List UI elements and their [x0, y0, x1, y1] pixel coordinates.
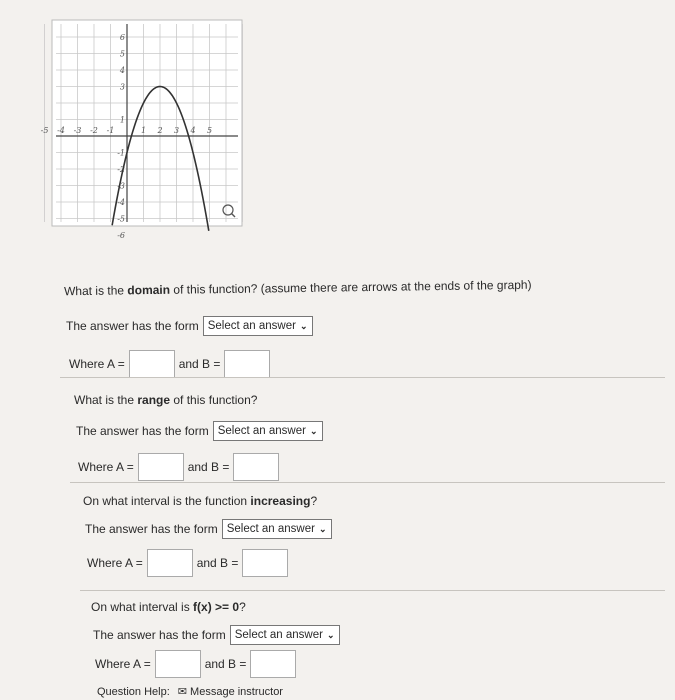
form-label: The answer has the form: [93, 628, 226, 642]
where-a-label: Where A =: [78, 460, 134, 474]
form-label: The answer has the form: [76, 424, 209, 438]
increasing-ab-row: [87, 549, 288, 577]
nonnegative-form-select[interactable]: [230, 625, 340, 645]
question-keyword: increasing: [250, 494, 311, 508]
x-tick-label: 2: [157, 126, 163, 135]
question-text-end: of this function?: [170, 393, 258, 407]
x-tick-label: 5: [206, 126, 213, 135]
x-tick-label: -5: [40, 126, 49, 135]
domain-form-select[interactable]: [203, 316, 313, 336]
divider: [70, 482, 665, 483]
y-tick-label: -1: [117, 148, 125, 158]
y-tick-label: -3: [117, 181, 125, 191]
question-text: What is the: [74, 393, 138, 407]
question-help-label: Question Help:: [97, 685, 170, 698]
message-instructor-label: Message instructor: [190, 686, 283, 698]
question-text: On what interval is: [91, 600, 194, 614]
x-tick-label: -4: [57, 126, 65, 135]
chevron-down-icon: ⌄: [326, 629, 335, 640]
and-b-label: and B =: [178, 357, 221, 371]
and-b-label: and B =: [196, 556, 239, 570]
y-tick-label: 3: [119, 82, 125, 92]
range-a-input[interactable]: [138, 453, 184, 481]
x-tick-label: 4: [190, 126, 196, 135]
nonnegative-form-row: [93, 625, 340, 645]
range-form-select[interactable]: [213, 421, 323, 441]
message-instructor-link[interactable]: [178, 685, 283, 698]
function-graph: [40, 20, 242, 240]
question-help: [97, 685, 283, 698]
range-ab-row: [78, 453, 279, 481]
y-tick-label: 6: [119, 33, 125, 42]
chevron-down-icon: ⌄: [318, 523, 327, 534]
increasing-form-row: [85, 519, 332, 539]
chevron-down-icon: ⌄: [299, 320, 308, 331]
and-b-label: and B =: [187, 460, 230, 474]
where-a-label: Where A =: [87, 556, 143, 570]
increasing-question: [83, 494, 317, 508]
form-label: The answer has the form: [66, 319, 199, 333]
y-tick-label: 4: [119, 66, 125, 75]
range-question: [74, 393, 257, 407]
x-tick-label: -2: [90, 126, 98, 135]
question-text: What is the: [63, 283, 128, 299]
domain-b-input[interactable]: [224, 350, 270, 378]
y-tick-label: -5: [117, 214, 125, 224]
domain-a-input[interactable]: [129, 350, 175, 378]
form-label: The answer has the form: [85, 522, 218, 536]
x-tick-label: 3: [173, 126, 180, 135]
x-tick-label: -1: [106, 126, 115, 135]
y-tick-label: 5: [119, 49, 125, 59]
divider: [60, 377, 665, 378]
chevron-down-icon: ⌄: [309, 425, 318, 436]
select-label: Select an answer: [207, 320, 296, 332]
nonnegative-a-input[interactable]: [155, 650, 201, 678]
question-keyword: f(x) >= 0: [193, 600, 240, 614]
select-label: Select an answer: [226, 523, 315, 535]
increasing-form-select[interactable]: [222, 519, 332, 539]
question-text-end: of this function? (assume there are arrows at the ends of the graph): [169, 277, 532, 297]
question-text-end: ?: [239, 600, 246, 614]
x-tick-label: 1: [140, 126, 147, 135]
domain-ab-row: [69, 350, 270, 378]
where-a-label: Where A =: [95, 657, 151, 671]
question-keyword: range: [137, 393, 171, 407]
nonnegative-question: [91, 600, 246, 614]
increasing-a-input[interactable]: [147, 549, 193, 577]
select-label: Select an answer: [234, 629, 323, 641]
increasing-b-input[interactable]: [242, 549, 288, 577]
nonnegative-b-input[interactable]: [250, 650, 296, 678]
question-text: On what interval is the function: [83, 494, 251, 508]
range-form-row: [76, 421, 323, 441]
where-a-label: Where A =: [69, 357, 125, 371]
y-tick-label: -6: [117, 231, 125, 240]
select-label: Select an answer: [217, 425, 306, 437]
question-text-end: ?: [310, 494, 318, 508]
mail-icon: ✉: [177, 686, 187, 698]
y-tick-label: -2: [117, 165, 125, 174]
nonnegative-ab-row: [95, 650, 296, 678]
x-tick-label: -3: [73, 126, 82, 135]
range-b-input[interactable]: [233, 453, 279, 481]
y-tick-label: -4: [117, 198, 125, 207]
y-tick-label: 1: [119, 115, 125, 125]
domain-question: [64, 278, 532, 299]
question-keyword: domain: [127, 282, 171, 298]
domain-form-row: [66, 316, 313, 336]
divider: [80, 590, 665, 591]
and-b-label: and B =: [204, 657, 247, 671]
